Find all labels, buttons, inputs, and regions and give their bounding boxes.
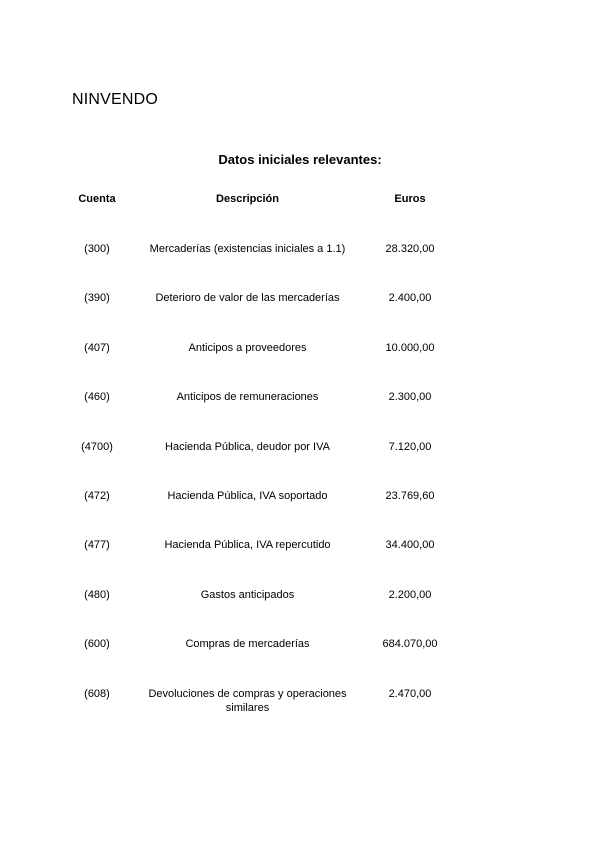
table-row — [0, 588, 600, 637]
cell-cuenta: (608) — [84, 687, 110, 700]
cell-euros: 7.120,00 — [388, 440, 432, 453]
cell-descripcion: Hacienda Pública, deudor por IVA — [165, 440, 330, 453]
cell-euros: 2.400,00 — [388, 292, 432, 305]
section-title: Datos iniciales relevantes: — [218, 152, 382, 167]
cell-cuenta: (480) — [84, 588, 110, 601]
table-row — [0, 390, 600, 439]
cell-descripcion: Anticipos a proveedores — [188, 341, 307, 354]
cell-euros: 34.400,00 — [385, 539, 435, 552]
cell-cuenta: (600) — [84, 638, 110, 651]
table-row — [0, 538, 600, 587]
cell-descripcion: Anticipos de remuneraciones — [176, 391, 319, 404]
cell-cuenta: (390) — [84, 292, 110, 305]
cell-euros: 2.300,00 — [388, 391, 432, 404]
table-row — [0, 489, 600, 538]
table-row — [0, 242, 600, 291]
cell-descripcion: Mercaderías (existencias iniciales a 1.1) — [149, 243, 346, 255]
cell-cuenta: (407) — [84, 341, 110, 354]
cell-descripcion: Devoluciones de compras y operaciones similares — [148, 687, 347, 714]
cell-euros: 2.200,00 — [388, 588, 432, 601]
table-header — [0, 193, 600, 209]
cell-cuenta: (300) — [84, 243, 110, 255]
table-row — [0, 341, 600, 390]
cell-descripcion: Gastos anticipados — [200, 588, 295, 601]
cell-euros: 684.070,00 — [382, 638, 438, 651]
header-cuenta: Cuenta — [78, 193, 116, 205]
cell-descripcion: Deterioro de valor de las mercaderías — [155, 292, 340, 305]
cell-cuenta: (460) — [84, 391, 110, 404]
cell-cuenta: (4700) — [81, 440, 113, 453]
cell-cuenta: (477) — [84, 539, 110, 552]
cell-descripcion: Hacienda Pública, IVA repercutido — [164, 539, 331, 552]
table-row — [0, 637, 600, 686]
cell-cuenta: (472) — [84, 489, 110, 502]
cell-euros: 2.470,00 — [388, 687, 432, 700]
table-row — [0, 291, 600, 340]
table-row — [0, 687, 600, 736]
header-descripcion: Descripción — [216, 193, 279, 205]
cell-descripcion: Compras de mercaderías — [185, 638, 310, 651]
cell-euros: 10.000,00 — [385, 341, 435, 354]
table-row — [0, 440, 600, 489]
header-euros: Euros — [394, 193, 426, 205]
cell-euros: 23.769,60 — [385, 489, 435, 502]
cell-euros: 28.320,00 — [385, 243, 435, 255]
cell-descripcion: Hacienda Pública, IVA soportado — [167, 489, 328, 502]
document-title: NINVENDO — [72, 91, 159, 108]
table-body — [0, 242, 600, 736]
